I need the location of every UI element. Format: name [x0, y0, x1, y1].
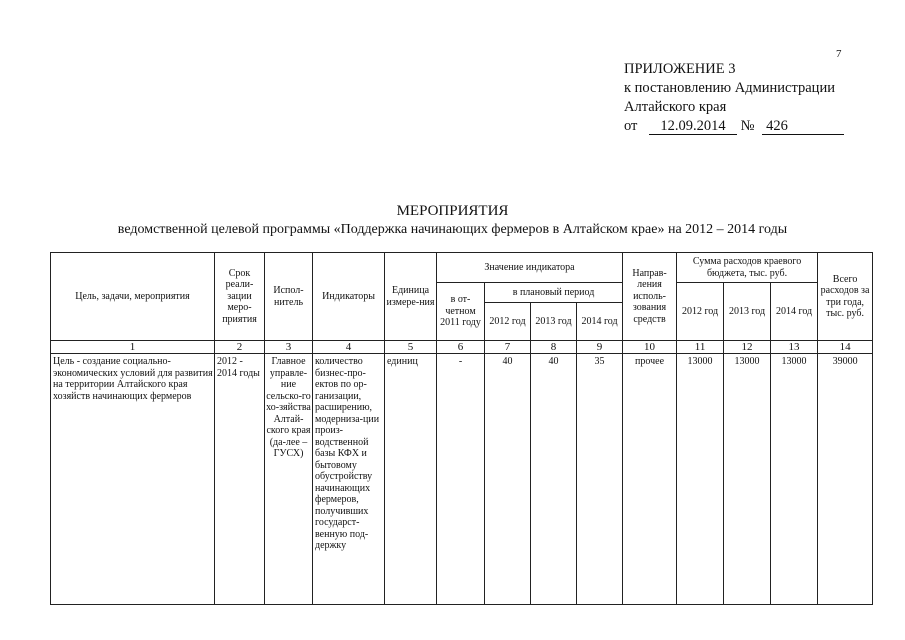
- column-number: 7: [485, 341, 531, 354]
- header-term: Срок реали-зации меро-приятия: [215, 253, 265, 341]
- number-prefix: №: [740, 118, 755, 134]
- cell-indicator: количество бизнес-про-ектов по ор-ганизации, расширению, модерниза-ции произ-водственной базы КФХ и бытовому обустройству начинающих фермеров, получивших государст-венную под-держку: [313, 354, 385, 605]
- header-value-2014: 2014 год: [577, 303, 623, 341]
- column-number-row: [51, 341, 873, 354]
- measures-table: [50, 252, 873, 605]
- appendix-title: ПРИЛОЖЕНИЕ 3: [624, 61, 736, 77]
- header-total: Всего расходов за три года, тыс. руб.: [818, 253, 873, 341]
- document-title: МЕРОПРИЯТИЯ: [396, 203, 509, 219]
- header-value-2012: 2012 год: [485, 303, 531, 341]
- header-indicators: Индикаторы: [313, 253, 385, 341]
- page-number: 7: [836, 48, 842, 60]
- document-date: 12.09.2014: [649, 118, 737, 135]
- cell-executor: Главное управле-ние сельско-го хо-зяйства Алтай-ского края (да-лее – ГУСХ): [265, 354, 313, 605]
- column-number: 6: [437, 341, 485, 354]
- header-budget-2013: 2013 год: [724, 283, 771, 341]
- column-number: 1: [51, 341, 215, 354]
- column-number: 13: [771, 341, 818, 354]
- header-in-report: в от-четном 2011 году: [437, 283, 485, 341]
- appendix-line-3: Алтайского края: [624, 99, 727, 115]
- header-goal: Цель, задачи, мероприятия: [51, 253, 215, 341]
- header-planned: в плановый период: [485, 283, 623, 303]
- header-budget-2014: 2014 год: [771, 283, 818, 341]
- date-prefix: от: [624, 118, 638, 134]
- column-number: 12: [724, 341, 771, 354]
- appendix-line-2: к постановлению Администрации: [624, 80, 835, 96]
- header-unit: Единица измере-ния: [385, 253, 437, 341]
- table-row: [51, 354, 873, 605]
- cell-budget-2014: 13000: [771, 354, 818, 605]
- cell-value-2012: 40: [485, 354, 531, 605]
- cell-total: 39000: [818, 354, 873, 605]
- cell-goal: Цель - создание социально-экономических условий для развития на территории Алтайского края хозяйств начинающих фермеров: [51, 354, 215, 605]
- cell-unit: единиц: [385, 354, 437, 605]
- cell-value-2013: 40: [531, 354, 577, 605]
- column-number: 8: [531, 341, 577, 354]
- column-number: 4: [313, 341, 385, 354]
- document-subtitle: ведомственной целевой программы «Поддержка начинающих фермеров в Алтайском крае» на 2012 – 2014 годы: [117, 222, 788, 237]
- cell-budget-2013: 13000: [724, 354, 771, 605]
- appendix-block: [624, 60, 844, 136]
- header-direction: Направ-ления исполь-зования средств: [623, 253, 677, 341]
- cell-value-2014: 35: [577, 354, 623, 605]
- header-budget: Сумма расходов краевого бюджета, тыс. руб.: [677, 253, 818, 283]
- cell-value-2011: -: [437, 354, 485, 605]
- cell-direction: прочее: [623, 354, 677, 605]
- column-number: 14: [818, 341, 873, 354]
- column-number: 11: [677, 341, 724, 354]
- cell-term: 2012 - 2014 годы: [215, 354, 265, 605]
- column-number: 5: [385, 341, 437, 354]
- column-number: 2: [215, 341, 265, 354]
- header-value-2013: 2013 год: [531, 303, 577, 341]
- column-number: 9: [577, 341, 623, 354]
- header-budget-2012: 2012 год: [677, 283, 724, 341]
- column-number: 10: [623, 341, 677, 354]
- column-number: 3: [265, 341, 313, 354]
- header-executor: Испол-нитель: [265, 253, 313, 341]
- appendix-date-line: [624, 117, 844, 136]
- header-indicator-value: Значение индикатора: [437, 253, 623, 283]
- document-number: 426: [762, 118, 844, 135]
- cell-budget-2012: 13000: [677, 354, 724, 605]
